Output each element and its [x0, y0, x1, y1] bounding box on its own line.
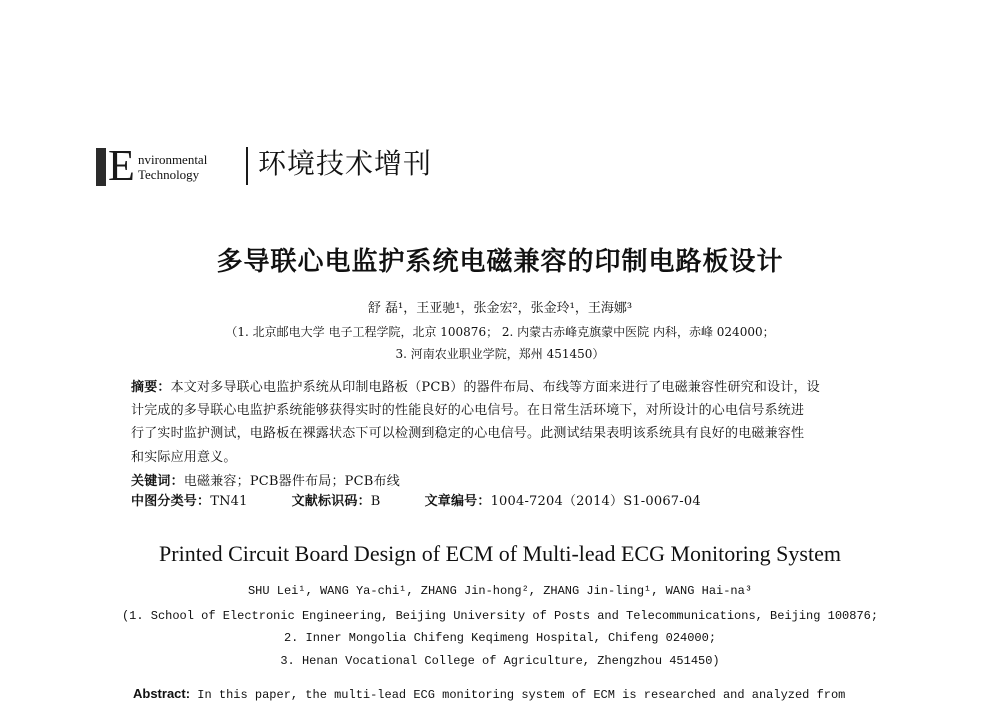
keywords-cn-text: 电磁兼容；PCB器件布局；PCB布线: [183, 474, 400, 489]
classification-cn: [131, 493, 861, 511]
journal-name-line2: Technology: [138, 167, 200, 182]
abstract-en: [133, 686, 845, 703]
abstract-cn-line3: 行了实时监护测试，电路板在裸露状态下可以检测到稳定的心电信号。此测试结果表明该系统具有良好的电磁兼容性: [131, 426, 805, 441]
doc-code-label: 文献标识码：: [291, 494, 371, 509]
article-number-value: 1004-7204（2014）S1-0067-04: [490, 494, 701, 509]
affiliation-cn-line1: （1. 北京邮电大学 电子工程学院，北京 100876； 2. 内蒙古赤峰克旗蒙中医院 内科，赤峰 024000；: [225, 325, 775, 339]
header-divider: [246, 147, 248, 185]
authors-en: SHU Lei¹, WANG Ya-chi¹, ZHANG Jin-hong², ZHANG Jin-ling¹, WANG Hai-na³: [247, 584, 753, 598]
affiliation-en-line2: 2. Inner Mongolia Chifeng Keqimeng Hospital, Chifeng 024000;: [283, 631, 717, 645]
journal-name-line1: nvironmental: [138, 152, 208, 167]
paper-title-en: Printed Circuit Board Design of ECM of Multi-lead ECG Monitoring System: [159, 541, 841, 566]
affiliation-en-line1: (1. School of Electronic Engineering, Beijing University of Posts and Telecommunications, Beijing 100876;: [121, 609, 879, 623]
abstract-cn-text1: 本文对多导联心电监护系统从印制电路板（PCB）的器件布局、布线等方面来进行了电磁兼容性研究和设计，设: [170, 380, 820, 395]
abstract-cn-line2: 计完成的多导联心电监护系统能够获得实时的性能良好的心电信号。在日常生活环境下，对所设计的心电信号系统进: [131, 403, 805, 418]
abstract-cn-line4: 和实际应用意义。: [131, 450, 237, 465]
clc-value: TN41: [210, 494, 248, 509]
journal-logo-letter: E: [108, 141, 135, 190]
clc-label: 中图分类号：: [131, 494, 211, 509]
doc-code-value: B: [370, 494, 381, 509]
abstract-cn-line1: [131, 379, 861, 397]
authors-cn: 舒 磊¹，王亚驰¹，张金宏²，张金玲¹，王海娜³: [367, 301, 633, 316]
abstract-en-text: In this paper, the multi-lead ECG monitoring system of ECM is researched and analyzed from: [197, 688, 846, 702]
affiliation-en-line3: 3. Henan Vocational College of Agriculture, Zhengzhou 451450): [280, 654, 720, 668]
paper-title-cn: 多导联心电监护系统电磁兼容的印制电路板设计: [216, 247, 784, 277]
keywords-cn-label: 关键词：: [131, 474, 184, 489]
affiliation-cn-line2: 3. 河南农业职业学院，郑州 451450）: [395, 347, 605, 361]
abstract-en-label: Abstract:: [133, 686, 191, 701]
abstract-cn-label: 摘要：: [131, 380, 171, 395]
article-number-label: 文章编号：: [424, 494, 491, 509]
keywords-cn: [131, 473, 861, 491]
journal-name-cn: 环境技术增刊: [258, 147, 433, 180]
journal-logo-block: [96, 148, 106, 186]
